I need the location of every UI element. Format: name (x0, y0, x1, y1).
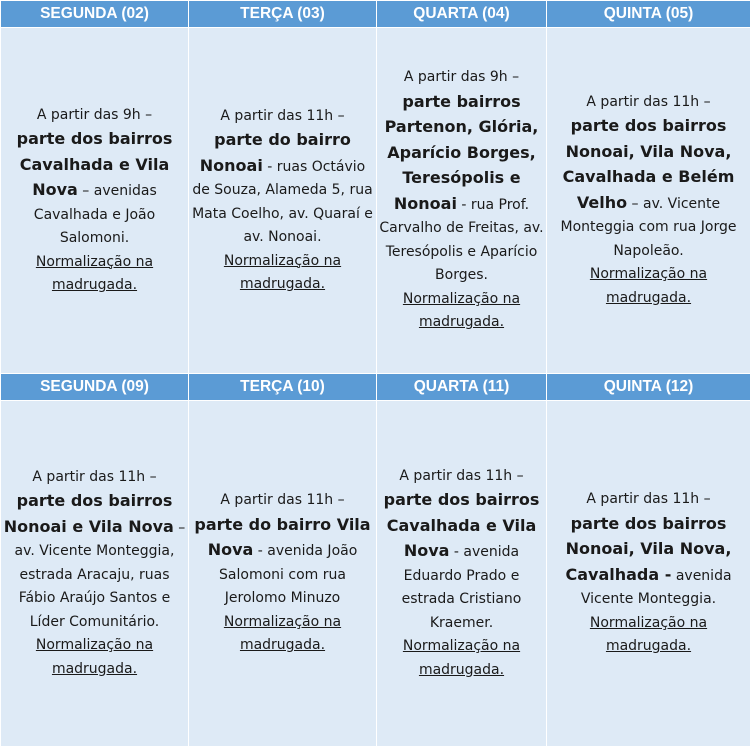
normalization-note: Normalização na madrugada. (35, 253, 154, 293)
normalization-note: Normalização na madrugada. (589, 266, 708, 306)
normalization-note: Normalização na madrugada. (35, 637, 154, 677)
streets-detail: - avenida João Salomoni com rua Jerolomo Minuzo (219, 543, 358, 607)
schedule-cell (1, 28, 189, 374)
header-row-week2 (1, 374, 750, 401)
time-intro: A partir das 9h – (403, 69, 520, 86)
normalization-note: Normalização na madrugada. (223, 252, 342, 292)
day-header: QUINTA (05) (547, 1, 750, 28)
schedule-cell (377, 28, 547, 374)
neighborhoods: parte dos bairros Nonoai, Vila Nova, Cavalhada - (565, 513, 732, 584)
streets-detail: avenida Vicente Monteggia. (580, 567, 732, 608)
schedule-cell (189, 401, 377, 747)
neighborhoods: parte dos bairros Cavalhada e Vila Nova (16, 129, 173, 199)
content-row-week1 (1, 28, 750, 374)
streets-detail: – av. Vicente Monteggia com rua Jorge Napoleão. (560, 195, 737, 259)
time-intro: A partir das 11h – (220, 107, 345, 124)
day-header: SEGUNDA (09) (1, 374, 189, 401)
day-header: TERÇA (03) (189, 1, 377, 28)
day-header: QUARTA (11) (377, 374, 547, 401)
time-intro: A partir das 11h – (32, 468, 157, 485)
neighborhoods: parte dos bairros Nonoai, Vila Nova, Cavalhada e Belém Velho (562, 116, 735, 212)
normalization-note: Normalização na madrugada. (223, 613, 342, 654)
neighborhoods: parte dos bairros Cavalhada e Vila Nova (383, 490, 540, 561)
schedule-cell (547, 28, 750, 374)
time-intro: A partir das 11h – (586, 491, 711, 508)
schedule-cell (1, 401, 189, 747)
day-header: QUINTA (12) (547, 374, 750, 401)
day-header: TERÇA (10) (189, 374, 377, 401)
content-row-week2 (1, 401, 750, 747)
time-intro: A partir das 11h – (220, 492, 345, 509)
streets-detail: - rua Prof. Carvalho de Freitas, av. Teresópolis e Aparício Borges. (379, 196, 544, 284)
normalization-note: Normalização na madrugada. (402, 638, 521, 678)
schedule-cell (377, 401, 547, 747)
time-intro: A partir das 11h – (399, 467, 524, 484)
day-header: QUARTA (04) (377, 1, 547, 28)
streets-detail: - ruas Octávio de Souza, Alameda 5, rua Mata Coelho, av. Quaraí e av. Nonoai. (192, 158, 373, 245)
normalization-note: Normalização na madrugada. (589, 614, 708, 655)
streets-detail: – av. Vicente Monteggia, estrada Aracaju, ruas Fábio Araújo Santos e Líder Comunitário. (14, 519, 186, 630)
neighborhoods: parte do bairro Nonoai (199, 130, 351, 175)
neighborhoods: parte bairros Partenon, Glória, Aparício Borges, Teresópolis e Nonoai (384, 91, 539, 213)
time-intro: A partir das 9h – (36, 106, 153, 123)
normalization-note: Normalização na madrugada. (402, 290, 521, 331)
streets-detail: – avenidas Cavalhada e João Salomoni. (33, 183, 157, 246)
header-row-week1 (1, 1, 750, 28)
schedule-cell (189, 28, 377, 374)
time-intro: A partir das 11h – (586, 93, 711, 110)
day-header: SEGUNDA (02) (1, 1, 189, 28)
streets-detail: - avenida Eduardo Prado e estrada Cristiano Kraemer. (401, 544, 522, 631)
neighborhoods: parte do bairro Vila Nova (194, 514, 371, 560)
schedule-cell (547, 401, 750, 747)
neighborhoods: parte dos bairros Nonoai e Vila Nova (3, 491, 174, 536)
